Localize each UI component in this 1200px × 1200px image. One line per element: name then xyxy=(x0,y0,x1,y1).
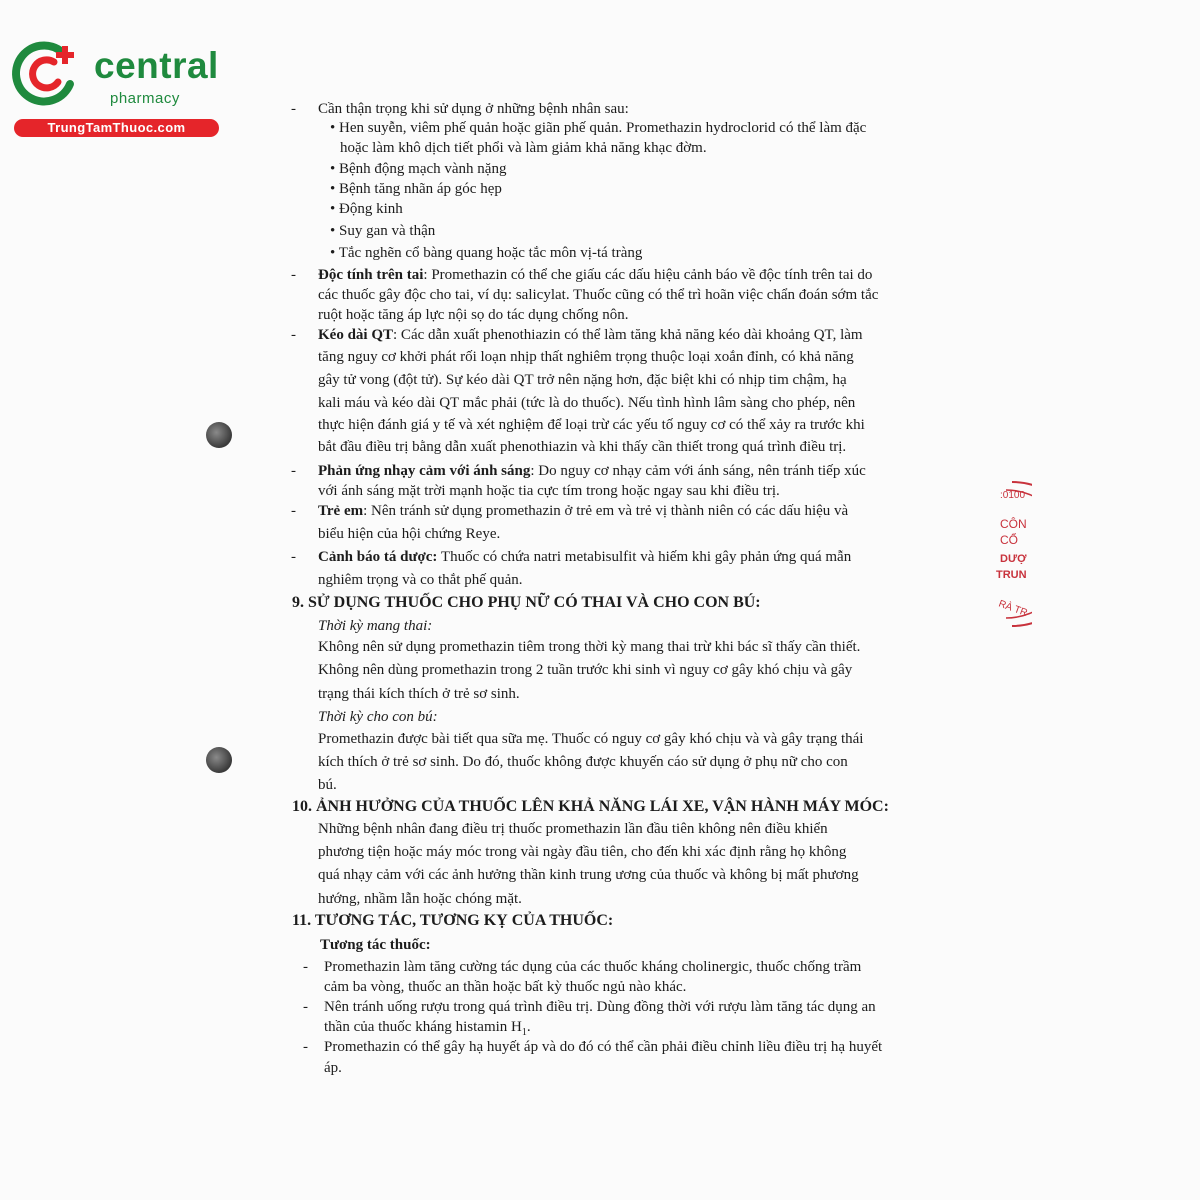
text-line: biểu hiện của hội chứng Reye. xyxy=(318,526,501,542)
stamp-text: DƯỢ xyxy=(1000,553,1027,565)
term-excipient: Cảnh báo tá dược: xyxy=(318,549,438,565)
text-line: Không nên dùng promethazin trong 2 tuần trước khi sinh vì nguy cơ gây khó chịu và gây xyxy=(318,662,853,678)
list-dash: - xyxy=(303,959,308,975)
text-span: : Nên tránh sử dụng promethazin ở trẻ em và trẻ vị thành niên có các dấu hiệu và xyxy=(363,503,849,519)
brand-url: TrungTamThuoc.com xyxy=(14,119,219,137)
text-span: : Do nguy cơ nhạy cảm với ánh sáng, nên tránh tiếp xúc xyxy=(530,463,866,479)
bullet-item: • Suy gan và thận xyxy=(330,223,436,239)
punch-hole xyxy=(206,422,232,448)
text-line: Nên tránh uống rượu trong quá trình điều trị. Dùng đồng thời với rượu làm tăng tác dụng an xyxy=(324,999,876,1015)
text-line: Không nên sử dụng promethazin tiêm trong thời kỳ mang thai trừ khi bác sĩ thấy cần thiết. xyxy=(318,639,861,655)
list-dash: - xyxy=(291,549,296,565)
text-span: thần của thuốc kháng histamin H xyxy=(324,1019,522,1035)
text-line: ruột hoặc tăng áp lực nội sọ do tác dụng chống nôn. xyxy=(318,307,629,323)
text-line: hoặc làm khô dịch tiết phổi và làm giảm khả năng khạc đờm. xyxy=(340,140,707,156)
text-line: kali máu và kéo dài QT mắc phải (tức là do thuốc). Nếu tình hình lâm sàng cho phép, nên xyxy=(318,395,856,411)
text-line: kích thích ở trẻ sơ sinh. Do đó, thuốc không được khuyến cáo sử dụng ở phụ nữ cho con xyxy=(318,754,848,770)
stamp-text: TRUN xyxy=(996,569,1027,581)
text-line: Promethazin làm tăng cường tác dụng của các thuốc kháng cholinergic, thuốc chống trầm xyxy=(324,959,862,975)
text-line: gây tử vong (đột tử). Sự kéo dài QT trở nên nặng hơn, đặc biệt khi có nhịp tim chậm, hạ xyxy=(318,372,847,388)
list-dash: - xyxy=(291,101,296,117)
text-line: áp. xyxy=(324,1060,342,1076)
paragraph-excipient xyxy=(318,547,851,567)
term-qt: Kéo dài QT xyxy=(318,327,394,343)
term-children: Trẻ em xyxy=(318,503,364,519)
stamp-text: CỔ xyxy=(1000,533,1018,547)
text-span: . xyxy=(526,1019,531,1035)
text-line: hướng, nhầm lẫn hoặc chóng mặt. xyxy=(318,891,522,907)
paragraph-ototoxicity xyxy=(318,265,872,285)
brand-name: central xyxy=(94,45,219,86)
section-heading-10: 10. ẢNH HƯỞNG CỦA THUỐC LÊN KHẢ NĂNG LÁI XE, VẬN HÀNH MÁY MÓC: xyxy=(292,798,889,815)
text-line: bắt đầu điều trị bằng dẫn xuất phenothiazin và khi thấy cần thiết trong quá trình điều trị. xyxy=(318,439,847,455)
text-span: : Promethazin có thể che giấu các dấu hiệu cảnh báo về độc tính trên tai do xyxy=(423,267,873,283)
stamp-text: CÔN xyxy=(1000,517,1027,531)
subheading-interactions: Tương tác thuốc: xyxy=(320,937,431,953)
list-dash: - xyxy=(303,1039,308,1055)
text-span: Thuốc có chứa natri metabisulfit và hiếm khi gây phản ứng quá mẫn xyxy=(437,549,852,565)
list-dash: - xyxy=(291,327,296,343)
list-dash: - xyxy=(291,503,296,519)
paragraph-qt xyxy=(318,325,863,345)
bullet-item: • Hen suyễn, viêm phế quản hoặc giãn phế quản. Promethazin hydroclorid có thể làm đặc xyxy=(330,120,867,136)
paragraph-photosensitivity xyxy=(318,461,866,481)
brand-subtitle: pharmacy xyxy=(110,90,180,107)
subheading-pregnancy: Thời kỳ mang thai: xyxy=(318,618,433,634)
subscript: 1 xyxy=(521,1027,527,1038)
stamp-text: RÀ TR xyxy=(996,598,1029,620)
bullet-item: • Bệnh tăng nhãn áp góc hẹp xyxy=(330,181,502,197)
bullet-item: • Động kinh xyxy=(330,201,403,217)
text-line: trạng thái kích thích ở trẻ sơ sinh. xyxy=(318,686,520,702)
term-photosensitivity: Phản ứng nhạy cảm với ánh sáng xyxy=(318,463,531,479)
text-line: Promethazin được bài tiết qua sữa mẹ. Thuốc có nguy cơ gây khó chịu và và gây trạng thái xyxy=(318,731,864,747)
stamp-text: :0100 xyxy=(1000,490,1026,501)
list-dash: - xyxy=(303,999,308,1015)
punch-hole xyxy=(206,747,232,773)
text-line: các thuốc gây độc cho tai, ví dụ: salicylat. Thuốc cũng có thể trì hoãn việc chẩn đoán sớm tắc xyxy=(318,287,879,303)
list-dash: - xyxy=(291,463,296,479)
text-line: cảm ba vòng, thuốc an thần hoặc bất kỳ thuốc ngủ nào khác. xyxy=(324,979,687,995)
text-line: bú. xyxy=(318,777,337,793)
text-line: thực hiện đánh giá y tế và xét nghiệm để loại trừ các yếu tố nguy cơ có thể xảy ra trước khi xyxy=(318,417,865,433)
subheading-breastfeeding: Thời kỳ cho con bú: xyxy=(318,709,438,725)
text-line: quá nhạy cảm với các ảnh hưởng thần kinh trung ương của thuốc và không bị mất phương xyxy=(318,867,859,883)
pharmacy-cross-icon xyxy=(10,38,82,110)
term-ototoxicity: Độc tính trên tai xyxy=(318,267,424,283)
section-heading-9: 9. SỬ DỤNG THUỐC CHO PHỤ NỮ CÓ THAI VÀ CHO CON BÚ: xyxy=(292,594,761,611)
text-line: Những bệnh nhân đang điều trị thuốc promethazin lần đầu tiên không nên điều khiển xyxy=(318,821,828,837)
text-line: với ánh sáng mặt trời mạnh hoặc tia cực tím trong hoặc ngay sau khi điều trị. xyxy=(318,483,780,499)
text-line: tăng nguy cơ khởi phát rối loạn nhịp thất nghiêm trọng thuộc loại xoắn đỉnh, có khả năng xyxy=(318,349,854,365)
paragraph-children xyxy=(318,501,848,521)
text-line: Promethazin có thể gây hạ huyết áp và do đó có thể cần phải điều chỉnh liều điều trị hạ huyết xyxy=(324,1039,883,1055)
bullet-item: • Bệnh động mạch vành nặng xyxy=(330,161,507,177)
text-line: phương tiện hoặc máy móc trong vài ngày đầu tiên, cho đến khi xác định rằng họ không xyxy=(318,844,847,860)
bullet-item: • Tắc nghẽn cổ bàng quang hoặc tắc môn vị-tá tràng xyxy=(330,245,643,261)
list-dash: - xyxy=(291,267,296,283)
text-span: : Các dẫn xuất phenothiazin có thể làm tăng khả năng kéo dài khoảng QT, làm xyxy=(393,327,863,343)
company-stamp xyxy=(992,480,1032,628)
section-heading-11: 11. TƯƠNG TÁC, TƯƠNG KỴ CỦA THUỐC: xyxy=(292,912,614,929)
central-pharmacy-logo[interactable] xyxy=(10,38,219,138)
text-line: nghiêm trọng và co thắt phế quản. xyxy=(318,572,523,588)
text-line: Cần thận trọng khi sử dụng ở những bệnh nhân sau: xyxy=(318,101,629,117)
